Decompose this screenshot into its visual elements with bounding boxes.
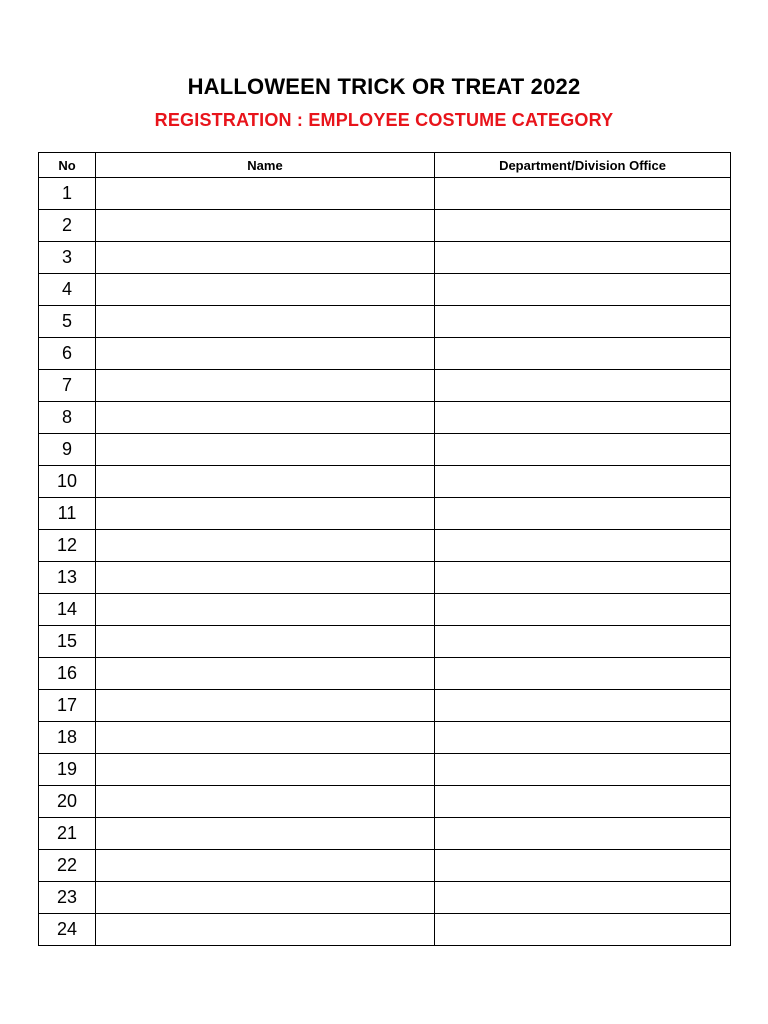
name-cell[interactable] [96, 242, 435, 274]
table-row [39, 178, 731, 210]
department-cell[interactable] [435, 594, 731, 626]
table-row [39, 370, 731, 402]
department-cell[interactable] [435, 338, 731, 370]
row-number-cell: 9 [39, 434, 96, 466]
name-cell[interactable] [96, 306, 435, 338]
name-cell[interactable] [96, 882, 435, 914]
name-cell[interactable] [96, 722, 435, 754]
table-row [39, 722, 731, 754]
header-department: Department/Division Office [435, 153, 731, 178]
row-number-cell: 17 [39, 690, 96, 722]
department-cell[interactable] [435, 306, 731, 338]
row-number-cell: 12 [39, 530, 96, 562]
row-number-cell: 13 [39, 562, 96, 594]
department-cell[interactable] [435, 530, 731, 562]
department-cell[interactable] [435, 498, 731, 530]
header-no: No [39, 153, 96, 178]
row-number-cell: 2 [39, 210, 96, 242]
table-row [39, 786, 731, 818]
name-cell[interactable] [96, 178, 435, 210]
department-cell[interactable] [435, 274, 731, 306]
row-number-cell: 21 [39, 818, 96, 850]
name-cell[interactable] [96, 658, 435, 690]
row-number-cell: 16 [39, 658, 96, 690]
table-row [39, 402, 731, 434]
row-number-cell: 6 [39, 338, 96, 370]
name-cell[interactable] [96, 274, 435, 306]
department-cell[interactable] [435, 818, 731, 850]
registration-table [38, 152, 731, 946]
name-cell[interactable] [96, 594, 435, 626]
table-row [39, 242, 731, 274]
department-cell[interactable] [435, 242, 731, 274]
table-row [39, 434, 731, 466]
table-body [39, 178, 731, 946]
row-number-cell: 10 [39, 466, 96, 498]
table-row [39, 690, 731, 722]
department-cell[interactable] [435, 562, 731, 594]
row-number-cell: 1 [39, 178, 96, 210]
department-cell[interactable] [435, 434, 731, 466]
department-cell[interactable] [435, 690, 731, 722]
department-cell[interactable] [435, 786, 731, 818]
name-cell[interactable] [96, 466, 435, 498]
name-cell[interactable] [96, 498, 435, 530]
department-cell[interactable] [435, 850, 731, 882]
header-name: Name [96, 153, 435, 178]
table-row [39, 754, 731, 786]
name-cell[interactable] [96, 370, 435, 402]
table-row [39, 882, 731, 914]
department-cell[interactable] [435, 466, 731, 498]
table-row [39, 850, 731, 882]
row-number-cell: 19 [39, 754, 96, 786]
row-number-cell: 18 [39, 722, 96, 754]
row-number-cell: 8 [39, 402, 96, 434]
table-row [39, 818, 731, 850]
row-number-cell: 23 [39, 882, 96, 914]
row-number-cell: 3 [39, 242, 96, 274]
table-row [39, 274, 731, 306]
table-row [39, 530, 731, 562]
table-row [39, 498, 731, 530]
name-cell[interactable] [96, 338, 435, 370]
department-cell[interactable] [435, 882, 731, 914]
row-number-cell: 4 [39, 274, 96, 306]
department-cell[interactable] [435, 210, 731, 242]
document-title: HALLOWEEN TRICK OR TREAT 2022 [187, 74, 581, 99]
department-cell[interactable] [435, 370, 731, 402]
table-row [39, 658, 731, 690]
department-cell[interactable] [435, 178, 731, 210]
table-header-row [39, 153, 731, 178]
table-row [39, 306, 731, 338]
name-cell[interactable] [96, 786, 435, 818]
table-row [39, 626, 731, 658]
name-cell[interactable] [96, 850, 435, 882]
row-number-cell: 22 [39, 850, 96, 882]
table-row [39, 594, 731, 626]
department-cell[interactable] [435, 658, 731, 690]
table-row [39, 338, 731, 370]
table-row [39, 562, 731, 594]
department-cell[interactable] [435, 754, 731, 786]
row-number-cell: 24 [39, 914, 96, 946]
document-subtitle: REGISTRATION : EMPLOYEE COSTUME CATEGORY [154, 110, 614, 130]
row-number-cell: 14 [39, 594, 96, 626]
department-cell[interactable] [435, 722, 731, 754]
name-cell[interactable] [96, 690, 435, 722]
name-cell[interactable] [96, 210, 435, 242]
row-number-cell: 20 [39, 786, 96, 818]
table-row [39, 914, 731, 946]
department-cell[interactable] [435, 626, 731, 658]
row-number-cell: 5 [39, 306, 96, 338]
department-cell[interactable] [435, 402, 731, 434]
name-cell[interactable] [96, 530, 435, 562]
name-cell[interactable] [96, 562, 435, 594]
name-cell[interactable] [96, 402, 435, 434]
name-cell[interactable] [96, 818, 435, 850]
name-cell[interactable] [96, 754, 435, 786]
row-number-cell: 15 [39, 626, 96, 658]
table-row [39, 466, 731, 498]
name-cell[interactable] [96, 914, 435, 946]
name-cell[interactable] [96, 626, 435, 658]
department-cell[interactable] [435, 914, 731, 946]
row-number-cell: 11 [39, 498, 96, 530]
table-row [39, 210, 731, 242]
name-cell[interactable] [96, 434, 435, 466]
row-number-cell: 7 [39, 370, 96, 402]
